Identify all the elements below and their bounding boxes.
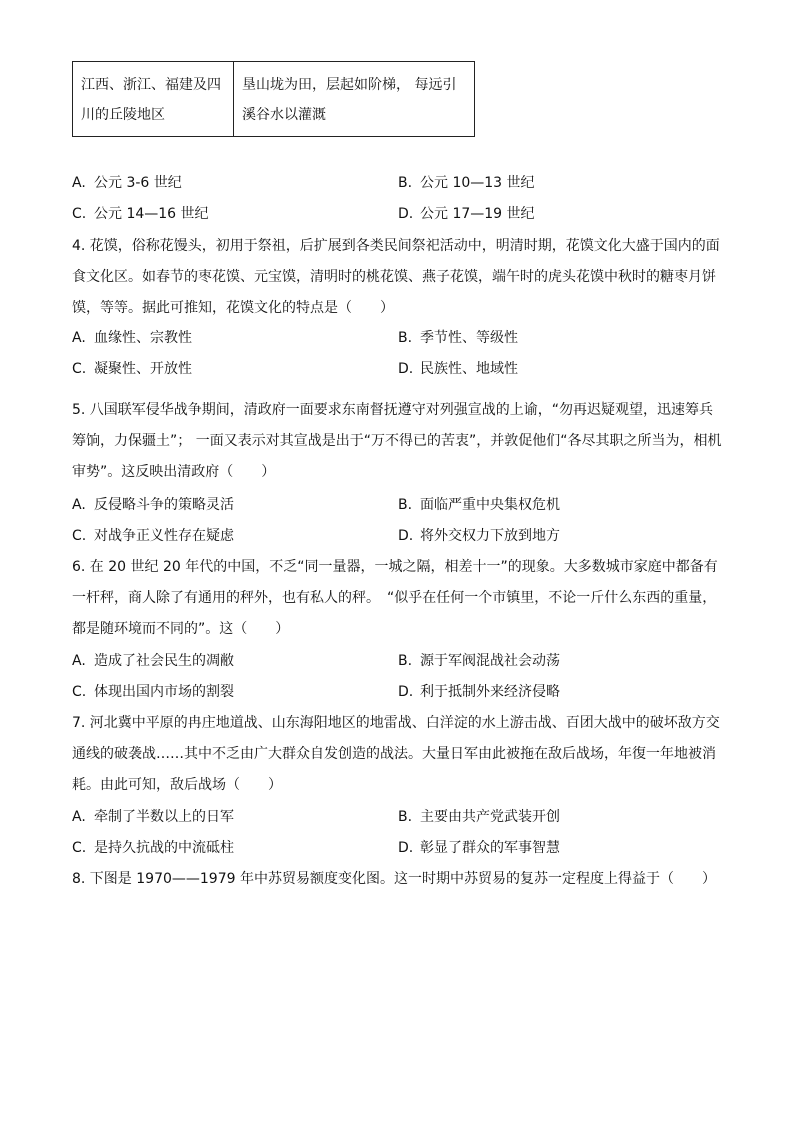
option-text: 血缘性、宗教性 <box>94 330 192 346</box>
option-key: D. <box>398 528 414 544</box>
q3-option-a <box>72 173 182 193</box>
q6-option-d <box>398 682 560 702</box>
option-key: A. <box>72 653 86 669</box>
option-text: 季节性、等级性 <box>420 330 518 346</box>
table-row <box>73 62 475 137</box>
q6-option-b <box>398 651 560 671</box>
option-text: 造成了社会民生的凋敝 <box>94 653 234 669</box>
q7-option-d <box>398 838 560 858</box>
q5-option-b <box>398 495 560 515</box>
q6-stem: 6. 在 20 世纪 20 年代的中国，不乏“同一量器，一城之隔，相差十一”的现象。大多数城市家庭中都备有一杆秤，商人除了有通用的秤外，也有私人的秤。 “似乎在任何一个市镇里，不论一斤什么东西的重量，都是随环境而不同的”。这（ ） <box>72 559 718 637</box>
q5-option-d <box>398 526 560 546</box>
q4-option-c <box>72 359 192 379</box>
q4-option-a <box>72 328 192 348</box>
option-key: C. <box>72 840 87 856</box>
q4-option-b <box>398 328 518 348</box>
q5-option-c <box>72 526 234 546</box>
option-key: C. <box>72 206 87 222</box>
option-key: D. <box>398 684 414 700</box>
q4-option-d <box>398 359 518 379</box>
option-text: 主要由共产党武装开创 <box>420 809 560 825</box>
option-text: 公元 14—16 世纪 <box>94 206 209 222</box>
option-key: D. <box>398 361 414 377</box>
option-text: 公元 17—19 世纪 <box>420 206 535 222</box>
option-text: 体现出国内市场的割裂 <box>94 684 234 700</box>
option-text: 将外交权力下放到地方 <box>420 528 560 544</box>
q7-option-a <box>72 807 234 827</box>
option-key: B. <box>398 653 413 669</box>
option-text: 民族性、地域性 <box>420 361 518 377</box>
option-key: A. <box>72 175 86 191</box>
option-text: 凝聚性、开放性 <box>94 361 192 377</box>
q7-option-b <box>398 807 560 827</box>
option-text: 利于抵制外来经济侵略 <box>420 684 560 700</box>
option-text: 对战争正义性存在疑虑 <box>94 528 234 544</box>
option-text: 公元 3-6 世纪 <box>94 175 182 191</box>
description-cell: 垦山垅为田，层起如阶梯， 每远引溪谷水以灌溉 <box>234 62 475 137</box>
option-key: A. <box>72 497 86 513</box>
option-key: B. <box>398 175 413 191</box>
option-key: A. <box>72 330 86 346</box>
q3-option-d <box>398 204 535 224</box>
option-text: 彰显了群众的军事智慧 <box>420 840 560 856</box>
option-key: D. <box>398 206 414 222</box>
q8-stem: 8. 下图是 1970——1979 年中苏贸易额度变化图。这一时期中苏贸易的复苏一定程度上得益于（ ） <box>72 871 716 887</box>
option-key: C. <box>72 684 87 700</box>
option-key: D. <box>398 840 414 856</box>
q5-option-a <box>72 495 234 515</box>
q7-stem: 7. 河北冀中平原的冉庄地道战、山东海阳地区的地雷战、白洋淀的水上游击战、百团大战中的破坏敌方交通线的破袭战……其中不乏由广大群众自发创造的战法。大量日军由此被拖在敌后战场，年復一年地被消耗。由此可知，敌后战场（ ） <box>72 715 720 793</box>
option-key: B. <box>398 809 413 825</box>
option-key: C. <box>72 528 87 544</box>
option-text: 公元 10—13 世纪 <box>420 175 535 191</box>
q3-option-c <box>72 204 209 224</box>
q7-option-c <box>72 838 234 858</box>
q6-option-c <box>72 682 234 702</box>
q6-option-a <box>72 651 234 671</box>
option-text: 是持久抗战的中流砥柱 <box>94 840 234 856</box>
option-text: 反侵略斗争的策略灵活 <box>94 497 234 513</box>
option-text: 牵制了半数以上的日军 <box>94 809 234 825</box>
crop-region-table <box>72 61 475 137</box>
option-text: 源于军阀混战社会动荡 <box>420 653 560 669</box>
option-key: C. <box>72 361 87 377</box>
option-text: 面临严重中央集权危机 <box>420 497 560 513</box>
option-key: A. <box>72 809 86 825</box>
q4-stem: 4. 花馍，俗称花馒头，初用于祭祖，后扩展到各类民间祭祀活动中，明清时期，花馍文化大盛于国内的面食文化区。如春节的枣花馍、元宝馍，清明时的桃花馍、燕子花馍，端午时的虎头花馍中秋时的糖枣月饼馍，等等。据此可推知，花馍文化的特点是（ ） <box>72 238 720 316</box>
option-key: B. <box>398 497 413 513</box>
region-cell: 江西、浙江、福建及四川的丘陵地区 <box>73 62 234 137</box>
q5-stem: 5. 八国联军侵华战争期间，清政府一面要求东南督抚遵守对列强宣战的上谕，“勿再迟疑观望，迅速筹兵筹饷，力保疆土”； 一面又表示对其宣战是出于“万不得已的苦衷”，并敦促他们“各尽其职之所当为，相机审势”。这反映出清政府（ ） <box>72 402 722 480</box>
q3-option-b <box>398 173 535 193</box>
option-key: B. <box>398 330 413 346</box>
